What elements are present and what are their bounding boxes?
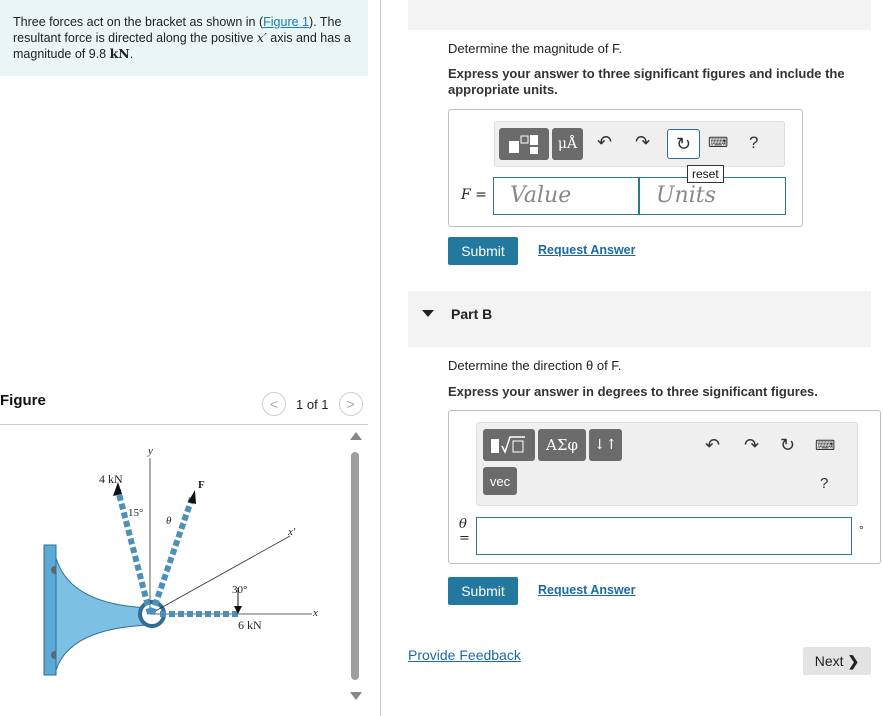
degree-symbol: ° (859, 523, 864, 537)
label-6kn: 6 kN (238, 618, 262, 632)
x-prime-axis-line (150, 536, 290, 614)
units-input[interactable]: Units (639, 177, 786, 215)
part-b-header[interactable] (408, 291, 871, 347)
reset-icon[interactable]: ↻ (667, 129, 700, 159)
figure-scrollbar[interactable] (350, 432, 360, 702)
part-a-toolbar (494, 121, 785, 167)
part-b-question: Determine the direction θ of F. (448, 358, 622, 373)
figure-divider (0, 424, 368, 425)
value-input[interactable]: Value (493, 177, 639, 215)
units-button[interactable]: μÅ (552, 128, 583, 160)
scroll-thumb[interactable] (351, 452, 359, 680)
keyboard-icon[interactable]: ⌨ (815, 437, 836, 453)
pager-text: 1 of 1 (296, 396, 329, 412)
theta-label: θ = (459, 517, 470, 546)
template-radical-icon (489, 434, 529, 456)
greek-symbols-button[interactable]: ΑΣφ (538, 429, 586, 461)
f-label: F = (461, 187, 487, 203)
part-b-request-answer-link[interactable]: Request Answer (538, 583, 636, 597)
keyboard-icon[interactable]: ⌨ (708, 134, 729, 150)
label-theta: θ (166, 515, 172, 527)
part-b-title: Part B (451, 306, 493, 322)
part-b-toolbar (476, 422, 858, 506)
provide-feedback-link[interactable]: Provide Feedback (408, 647, 521, 663)
bracket-figure (0, 430, 340, 710)
label-f: F (198, 479, 205, 491)
label-4kn: 4 kN (99, 472, 123, 486)
chevron-right-icon: ❯ (847, 652, 860, 669)
left-pane (0, 0, 380, 716)
part-a-submit-button[interactable]: Submit (448, 237, 518, 265)
template-button[interactable] (499, 128, 549, 160)
arrow-f (188, 490, 196, 504)
figure-link[interactable]: Figure 1 (263, 15, 309, 29)
reset-icon[interactable]: ↻ (780, 435, 796, 455)
part-a-instruction: Express your answer to three significant figures and include the appropriate units. (448, 66, 845, 97)
scroll-up-icon[interactable] (350, 432, 362, 440)
figure-title: Figure (0, 392, 46, 409)
label-y: y (148, 445, 153, 457)
help-button[interactable]: ? (820, 475, 829, 492)
problem-statement: Three forces act on the bracket as shown in (Figure 1). The resultant force is directed along the positive x′ axis and has a magnitude of 9.8 kN. (0, 0, 368, 76)
part-a-question: Determine the magnitude of F. (448, 41, 623, 56)
template-icon (507, 133, 541, 155)
subscript-button[interactable]: ↓↑ (589, 429, 622, 461)
chain-f (152, 498, 192, 614)
label-x-prime: x′ (288, 526, 296, 538)
part-a-request-answer-link[interactable]: Request Answer (538, 243, 636, 257)
part-a-header (408, 0, 871, 30)
redo-icon[interactable]: ↷ (744, 435, 760, 455)
part-b-answer-box (448, 410, 881, 564)
reset-tooltip: reset (687, 165, 724, 183)
next-button[interactable]: Next ❯ (803, 647, 871, 675)
part-b-instruction: Express your answer in degrees to three significant figures. (448, 384, 818, 399)
vector-button[interactable]: vec (483, 467, 517, 495)
template-radical-button[interactable] (483, 429, 535, 461)
right-pane (381, 0, 883, 716)
prev-figure-button[interactable]: < (262, 392, 286, 416)
part-b-submit-button[interactable]: Submit (448, 577, 518, 605)
label-30deg: 30° (232, 584, 248, 596)
undo-icon[interactable]: ↶ (705, 435, 721, 455)
redo-icon[interactable]: ↷ (635, 132, 651, 152)
undo-icon[interactable]: ↶ (597, 132, 613, 152)
part-a-answer-box (448, 109, 803, 227)
theta-input[interactable] (476, 517, 852, 555)
bracket-body (56, 558, 150, 670)
label-15deg: 15° (128, 507, 144, 519)
scroll-down-icon[interactable] (350, 692, 362, 700)
label-x: x (313, 607, 318, 619)
help-button[interactable]: ? (749, 133, 759, 152)
next-figure-button[interactable]: > (339, 392, 363, 416)
figure-pager (262, 392, 363, 416)
collapse-icon[interactable] (422, 310, 434, 317)
